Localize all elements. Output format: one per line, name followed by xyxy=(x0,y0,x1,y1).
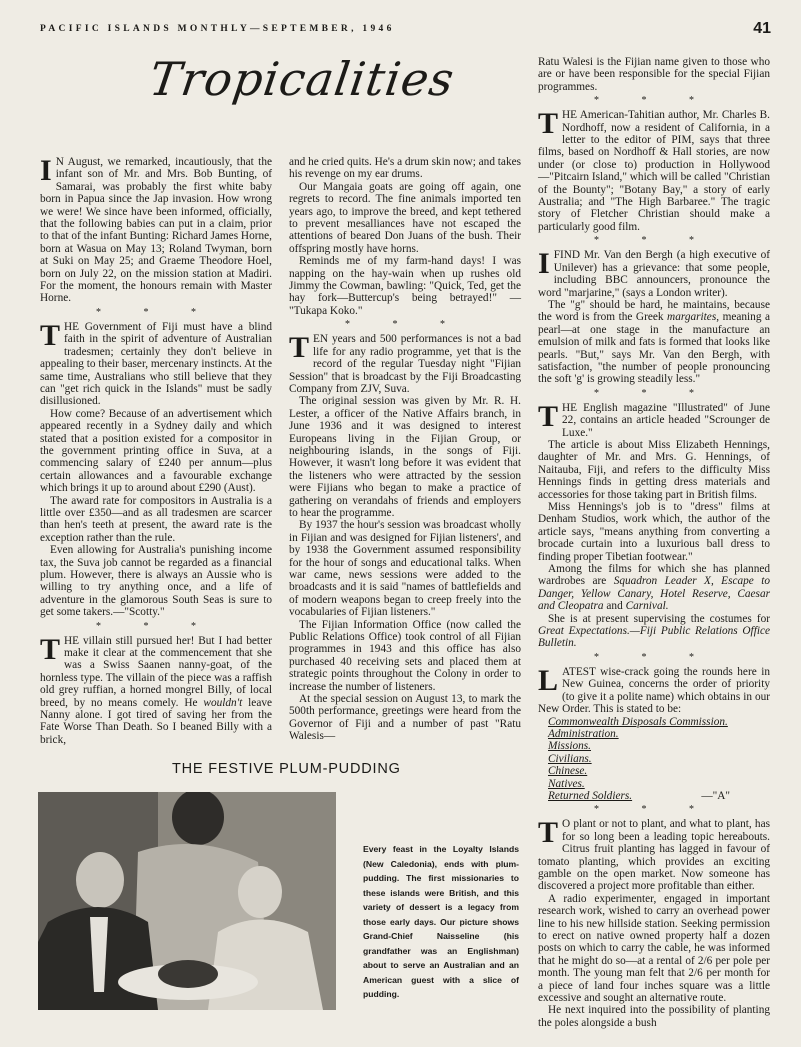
paragraph: A radio experimenter, engaged in important research work, wished to carry an overhead power line to his new hillside station. Seeking permission to erect on native owned property half a dozen posts on which to carry the cable, he was informed that he might do so—at a rental of 2/6 per pole per month. The young man felt that 2/6 per month for a piece of land four inches square was a little excessive and sought an alternative route. xyxy=(538,892,770,1005)
list-item: Natives. xyxy=(548,777,585,790)
article-goat xyxy=(40,632,273,747)
section-divider: * * * xyxy=(594,235,714,247)
section-divider: * * * xyxy=(594,387,714,399)
article-fiji-compositor xyxy=(40,318,272,408)
paragraph: Miss Hennings's job is to "dress" films at Denham Studios, work which, the author of the article says, "means anything from converting a brocade curtain into a luxurious ball dress to finding proper Tibetian footwear." xyxy=(538,501,770,563)
article-text: leave Nanny alone. I got tired of saving her from the Fate Worse Than Death. So I beaned Billy with a brick, xyxy=(40,696,273,746)
section-divider: * * * xyxy=(96,306,216,318)
photo-caption xyxy=(363,842,519,1002)
section-divider: * * * xyxy=(594,95,714,107)
article-hennings xyxy=(538,399,770,439)
article-margarine xyxy=(538,249,770,299)
article-fijian-session xyxy=(289,333,521,395)
drop-cap: T xyxy=(40,632,61,666)
article-text: , meaning a pearl—at one stage in the manufacture an emulsion of milk and fats is formed that looks like pearls. "But," says Mr. Van den Bergh, with satisfaction, "the number of people pronouncing the soft 'g' is growing steadily less." xyxy=(538,311,770,386)
article-text: N August, we remarked, incautiously, that the infant son of Mr. and Mrs. Bob Bunting, of Samarai, was probably the first white baby born in Papua since the Jap invasion. How wrong we were! We since have been informed, officially, that the following babies can put in a claim, prior to that of the infant Bunting: Richard James Horne, born at Wasua on May 13; Roland Twyman, born at Suki on May 25; and Graeme Theodore Hoel, born on July 22, on the mission station at Madiri. For the moment, the honours remain with Master Horne. xyxy=(40,156,272,305)
photo-figures xyxy=(38,792,336,1010)
section-divider: * * * xyxy=(594,651,714,663)
drop-cap: I xyxy=(40,154,52,187)
article-new-order xyxy=(538,663,770,716)
paragraph: How come? Because of an advertisement which appeared recently in a Sydney daily and which stated that a position existed for a compositor in the government printing office in Suva, at a commencing salary of £240 per annum—plus certain allowances and a favourable exchange which brings it up to around about £290 (Aust). xyxy=(40,407,272,495)
article-text: ATEST wise-crack going the rounds here in New Guinea, concerns the order of priority (to give it a polite name) which obtains in our New Order. This is stated to be: xyxy=(538,665,770,716)
article-text: Among the films for which she has planned wardrobes are xyxy=(538,563,770,588)
section-divider: * * * xyxy=(345,319,465,331)
paragraph: The original session was given by Mr. R. H. Lester, a officer of the Native Affairs branch, in June 1936 and it was designed to interest Europeans living in the Fijian Group, or neighbouring islands, in the songs of Fiji. However, it wasn't long before it was evident that the listeners who were attracted by the session were Fijians who began to make a practice of gathering on verandahs of friends and employers to hear the programme. xyxy=(289,395,521,519)
list-item xyxy=(548,790,770,802)
list-item: Administration. xyxy=(548,727,619,740)
column-2 xyxy=(289,156,521,743)
article-text: HE English magazine "Illustrated" of June 22, contains an article headed "Scrounger de Luxe." xyxy=(562,401,770,439)
paragraph: By 1937 the hour's session was broadcast wholly in Fijian and was designed for Fijian listeners', and by 1938 the Government assumed responsibility for the hour of songs and educational talks. When war came, news sessions were added to the broadcasts and it is said "names of battlefields and of modern weapons began to creep freely into the vocabularies of Fijian listeners." xyxy=(289,519,521,619)
emphasis: Great Expectations.—Fiji Public Relations Office Bulletin. xyxy=(538,625,770,650)
paragraph: The article is about Miss Elizabeth Hennings, daughter of Mr. and Mrs. G. Hennings, of Naitauba, Fiji, and refers to the difficulty Miss Hennings finds in getting dress materials and accessories for those taking part in British films. xyxy=(538,438,770,501)
article-text: HE villain still pursued her! But I had better make it clear at the commencement that she was a Swiss Saanen nanny-goat, of the hornless type. The villain of the piece was a raffish old grey ruffian, a horned mongrel Billy, of local breed, by no means comely. He xyxy=(40,634,272,709)
column-3 xyxy=(538,56,770,1029)
section-divider: * * * xyxy=(96,620,216,632)
drop-cap: T xyxy=(40,318,61,352)
page-number: 41 xyxy=(753,20,771,37)
column-1 xyxy=(40,156,272,746)
paragraph xyxy=(538,299,770,386)
article-text: She is at present supervising the costumes for xyxy=(548,612,770,625)
list-item: Commonwealth Disposals Commission. xyxy=(548,715,728,728)
paragraph: Our Mangaia goats are going off again, one regrets to record. The fine animals imported ten years ago, to improve the breed, and kept tethered to prevent mesalliances have not escaped the attentions of beared Don Juans of the bush. Their offspring mostly have horns. xyxy=(289,180,521,255)
article-poles xyxy=(538,818,770,892)
emphasis: Carnival. xyxy=(625,600,669,613)
emphasis: wouldn't xyxy=(203,696,243,709)
paragraph xyxy=(538,563,770,613)
paragraph: At the special session on August 13, to mark the 500th performance, greetings were heard from the Governor of Fiji and a number of past "Ratu Walesis— xyxy=(289,693,521,743)
paragraph: Ratu Walesi is the Fijian name given to those who are or have been responsible for the special Fijian programmes. xyxy=(538,56,770,93)
article-nordhoff xyxy=(538,109,770,233)
drop-cap: T xyxy=(538,816,559,850)
drop-cap: T xyxy=(538,399,559,433)
paragraph: The Fijian Information Office (now called the Public Relations Office) took control of all Fijian programmes in 1943 and this office has also purchased 40 receiving sets and placed them at strategic points throughout the Colony in order to increase the number of listeners. xyxy=(289,618,521,693)
emphasis: Squadron Leader X, Escape to Danger, Yellow Canary, Hotel Reserve, Caesar and Cleopatra xyxy=(538,575,771,613)
running-head: PACIFIC ISLANDS MONTHLY—SEPTEMBER, 1946 xyxy=(40,24,395,34)
article-text: and xyxy=(603,600,626,613)
article-text: The "g" should be hard, he maintains, because the word is from the Greek xyxy=(538,298,770,324)
caption-text: Every feast in the Loyalty Islands (New Caledonia), ends with plum-pudding. The first missionaries to these islands were British, and this variety of dessert is a legacy from those early days. Our picture shows Grand-Chief Naisseline (his grandfather was an Englishman) about to serve an Australian and an American guest with a slice of pudding. xyxy=(363,844,519,999)
drop-cap: I xyxy=(538,247,550,281)
paragraph: Reminds me of my farm-hand days! I was napping on the hay-wain when up rushes old Jimmy the Cowman, bawling: "Quick, Ted, get the hay fork—Buttercup's being betrayed!" — "Tukapa Koko." xyxy=(289,255,521,317)
list-item-text: Returned Soldiers. xyxy=(548,789,633,802)
article-text: O plant or not to plant, and what to plant, has for so long been a leading topic hereabouts. Citrus fruit planting has lagged in favour of tomato planting, which provides an exciting gamble on the open market. Now someone has discovered a project more profitable than either. xyxy=(538,818,770,893)
article-text: HE Government of Fiji must have a blind faith in the spirit of adventure of Australian tradesmen; certainly they don't believe in appealing to their baser, mercenary instincts. At the same time, Australians who still believe that they can "get rich quick in the Islands" must be sadly disillusioned. xyxy=(40,320,272,408)
paragraph: Even allowing for Australia's punishing income tax, the Suva job cannot be regarded as a financial plum. However, there is always an Aussie who is willing to try anything once, and a life of adventure in the glamorous South Seas is sure to get some takers.—"Scotty." xyxy=(40,544,272,619)
drop-cap: T xyxy=(289,331,310,365)
list-item: Missions. xyxy=(548,740,591,753)
priority-list xyxy=(548,716,770,803)
drop-cap: L xyxy=(538,663,559,697)
article-text: FIND Mr. Van den Bergh (a high executive of Unilever) has a grievance: that some people, including BBC announcers, pronounce the word "marjarine," (says a London writer). xyxy=(538,249,770,299)
article-text: EN years and 500 performances is not a bad life for any radio programme, yet that is the record of the regular Tuesday night "Fijian Session" that is broadcast by the Fiji Broadcasting Company from ZJV, Suva. xyxy=(289,333,521,395)
list-item: Chinese. xyxy=(548,765,588,778)
section-divider: * * * xyxy=(594,804,714,816)
paragraph: and he cried quits. He's a drum skin now; and takes his revenge on my ear drums. xyxy=(289,156,521,181)
photograph xyxy=(38,792,336,1010)
paragraph: The award rate for compositors in Australia is a little over £350—and as all tradesmen are scarcer than hen's teeth at present, the award rate is the exception rather than the rule. xyxy=(40,494,272,544)
paragraph: He next inquired into the possibility of planting the poles alongside a bush xyxy=(538,1004,770,1029)
article-infant-bunting xyxy=(40,156,272,305)
page-title: Tropicalities xyxy=(146,52,458,106)
paragraph xyxy=(538,613,770,650)
emphasis: margarites xyxy=(667,311,717,324)
signature: —"A" xyxy=(701,789,730,802)
feature-heading: THE FESTIVE PLUM-PUDDING xyxy=(172,761,401,777)
article-text: HE American-Tahitian author, Mr. Charles B. Nordhoff, now a resident of California, in a letter to the editor of PIM, says that three films, based on Nordhoff & Hall stories, are now under (or close to) production in Hollywood—"Pitcairn Island," which will be called "Christian of the Bounty"; "Botany Bay," a story of early Australia; and "The High Barbaree." The tragic story of Fletcher Christian should make a particularly good film. xyxy=(538,109,770,233)
drop-cap: T xyxy=(538,107,559,141)
list-item: Civilians. xyxy=(548,752,592,765)
